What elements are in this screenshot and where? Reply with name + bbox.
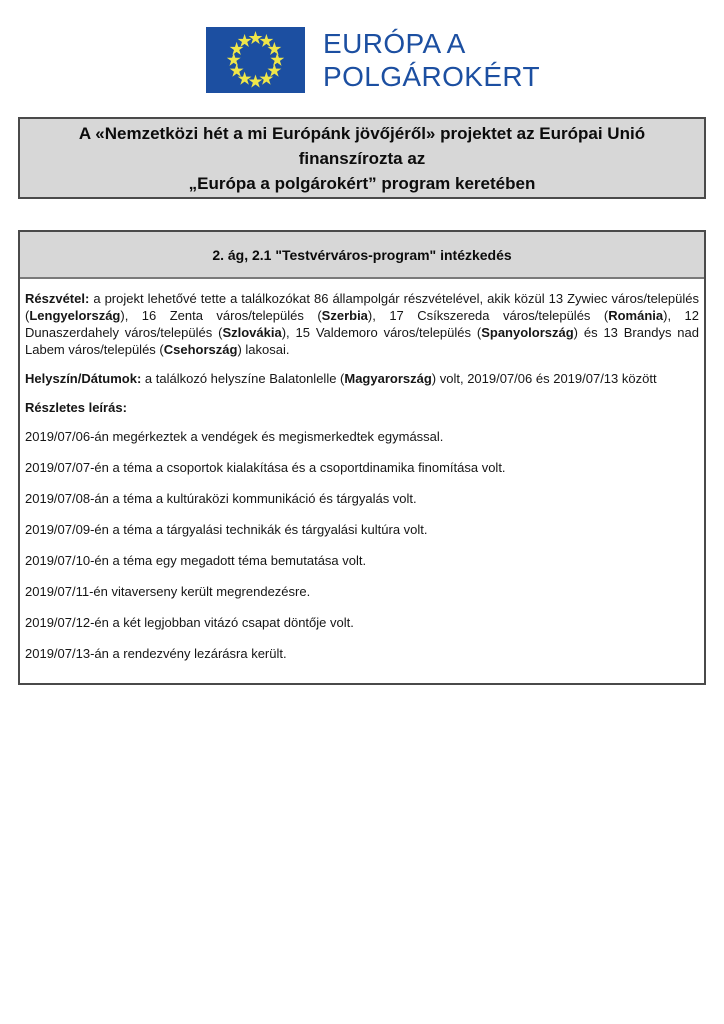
eu-flag-icon <box>205 27 306 93</box>
text-segment: Csehország <box>163 342 238 357</box>
schedule-item: 2019/07/09-én a téma a tárgyalási technikák és tárgyalási kultúra volt. <box>25 522 428 537</box>
funding-banner-line: finanszírozta az <box>298 148 426 168</box>
logo-wordmark-line: EURÓPA A <box>323 28 466 59</box>
measure-header: 2. ág, 2.1 "Testvérváros-program" intézkedés <box>20 232 704 279</box>
text-segment: Magyarország <box>344 371 432 386</box>
schedule-item: 2019/07/06-án megérkeztek a vendégek és megismerkedtek egymással. <box>25 429 444 444</box>
text-segment: ), 12 Dunaszerdahely város/település ( <box>25 308 699 340</box>
funding-banner <box>18 117 706 199</box>
eu-logo <box>205 27 540 93</box>
schedule-item: 2019/07/10-én a téma egy megadott téma bemutatása volt. <box>25 553 367 568</box>
text-segment: a projekt lehetővé tette a találkozókat 86 állampolgár részvételével, akik közül 13 Zywiec város/település ( <box>25 291 699 323</box>
text-segment: Lengyelország <box>29 308 121 323</box>
text-segment: ) lakosai. <box>237 342 290 357</box>
text-segment: ), 16 Zenta város/település ( <box>120 308 322 323</box>
logo-wordmark-line: POLGÁROKÉRT <box>323 61 541 92</box>
text-segment: Szlovákia <box>222 325 282 340</box>
text-segment: Szerbia <box>321 308 368 323</box>
text-segment: ) volt, 2019/07/06 és 2019/07/13 között <box>431 371 657 386</box>
text-segment: ), 17 Csíkszereda város/település ( <box>367 308 609 323</box>
schedule-item: 2019/07/08-án a téma a kultúraközi kommunikáció és tárgyalás volt. <box>25 491 417 506</box>
text-segment: ) és 13 Brandys nad Labem város/település ( <box>25 325 699 357</box>
project-report-table <box>18 230 706 685</box>
funding-banner-line: A «Nemzetközi hét a mi Európánk jövőjéről» projektet az Európai Unió <box>78 123 646 143</box>
text-segment: Románia <box>608 308 664 323</box>
participation-paragraph <box>25 290 699 358</box>
schedule-item: 2019/07/12-én a két legjobban vitázó csapat döntője volt. <box>25 615 354 630</box>
schedule-list <box>25 428 699 662</box>
location-dates-paragraph <box>25 370 699 387</box>
text-segment: ), 15 Valdemoro város/település ( <box>281 325 482 340</box>
schedule-item: 2019/07/13-án a rendezvény lezárásra került. <box>25 646 287 661</box>
schedule-item: 2019/07/07-én a téma a csoportok kialakítása és a csoportdinamika finomítása volt. <box>25 460 506 475</box>
report-body <box>20 279 704 687</box>
details-label: Részletes leírás: <box>25 400 127 415</box>
funding-banner-line: „Európa a polgárokért” program keretében <box>188 173 536 193</box>
text-segment: Spanyolország <box>481 325 574 340</box>
logo-wordmark <box>323 27 540 93</box>
text-segment: Részvétel: <box>25 291 90 306</box>
text-segment: a találkozó helyszíne Balatonlelle ( <box>141 371 345 386</box>
text-segment: Helyszín/Dátumok: <box>25 371 142 386</box>
schedule-item: 2019/07/11-én vitaverseny került megrendezésre. <box>25 584 311 599</box>
